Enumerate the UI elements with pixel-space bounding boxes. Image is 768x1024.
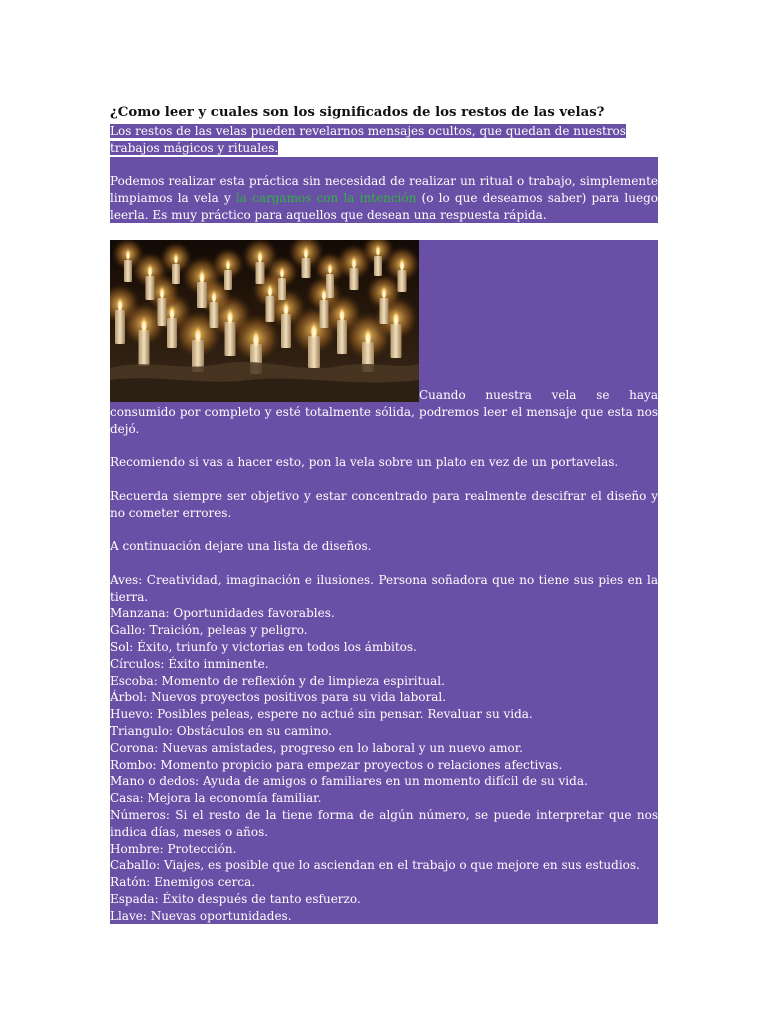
main-content-block: [110, 240, 658, 924]
objectivity-paragraph: Recuerda siempre ser objetivo y estar concentrado para realmente descifrar el diseño y no cometer errores.: [110, 488, 658, 520]
design-item: Caballo: Viajes, es posible que lo asciendan en el trabajo o que mejore en sus estudios.: [110, 858, 640, 873]
design-item: Manzana: Oportunidades favorables.: [110, 606, 335, 621]
charge-intention-link[interactable]: la cargamos con la intención: [235, 190, 417, 205]
design-item: Rombo: Momento propicio para empezar proyectos o relaciones afectivas.: [110, 757, 563, 772]
spacer: [110, 521, 658, 538]
practice-paragraph: [110, 157, 658, 223]
spacer: [110, 555, 658, 572]
design-item: Ratón: Enemigos cerca.: [110, 875, 256, 890]
spacer: [110, 471, 658, 488]
design-item: Triangulo: Obstáculos en su camino.: [110, 723, 332, 738]
document-title: ¿Como leer y cuales son los significados de los restos de las velas?: [110, 105, 605, 120]
design-item: Mano o dedos: Ayuda de amigos o familiares en un momento difícil de su vida.: [110, 774, 588, 789]
list-intro-paragraph: A continuación dejare una lista de diseños.: [110, 539, 372, 554]
design-item: Corona: Nuevas amistades, progreso en lo laboral y un nuevo amor.: [110, 740, 523, 755]
design-item: Hombre: Protección.: [110, 841, 237, 856]
intro-text: Los restos de las velas pueden revelarnos mensajes ocultos, que quedan de nuestros trabajos mágicos y rituales.: [110, 124, 626, 155]
article-body: [110, 387, 658, 925]
candle-consumed-first-text: Cuando nuestra vela se haya: [419, 388, 658, 402]
candles-illustration: [110, 240, 419, 402]
design-item: Escoba: Momento de reflexión y de limpieza espiritual.: [110, 673, 445, 688]
designs-list: [110, 572, 658, 925]
spacer: [110, 437, 658, 454]
plate-recommendation-paragraph: Recomiendo si vas a hacer esto, pon la vela sobre un plato en vez de un portavelas.: [110, 455, 619, 470]
design-item: Sol: Éxito, triunfo y victorias en todos los ámbitos.: [110, 639, 417, 654]
candles-photo: [110, 240, 419, 402]
practice-paragraph-block: [110, 157, 658, 223]
design-item: Círculos: Éxito inminente.: [110, 656, 269, 671]
design-item: Gallo: Traición, peleas y peligro.: [110, 623, 308, 638]
design-item: Números: Si el resto de la tiene forma de algún número, se puede interpretar que nos indica días, meses o años.: [110, 807, 658, 839]
candle-consumed-first-line: [110, 387, 658, 404]
practice-text-after: (o lo que deseamos saber) para luego leerla. Es muy práctico para aquellos que desean una respuesta rápida.: [110, 190, 658, 222]
intro-paragraph: [110, 123, 630, 157]
design-item: Aves: Creatividad, imaginación e ilusiones. Persona soñadora que no tiene sus pies en la tierra.: [110, 572, 658, 604]
design-item: Casa: Mejora la economía familiar.: [110, 791, 322, 806]
design-item: Llave: Nuevas oportunidades.: [110, 908, 292, 923]
design-item: Espada: Éxito después de tanto esfuerzo.: [110, 891, 361, 906]
practice-text-before: Podemos realizar esta práctica sin necesidad de realizar un ritual o trabajo, simplemente limpiamos la vela y: [110, 174, 658, 205]
design-item: Huevo: Posibles peleas, espere no actué sin pensar. Revaluar su vida.: [110, 707, 533, 722]
design-item: Árbol: Nuevos proyectos positivos para su vida laboral.: [110, 690, 447, 705]
candle-consumed-paragraph: consumido por completo y esté totalmente sólida, podremos leer el mensaje que esta nos dejó.: [110, 404, 658, 436]
